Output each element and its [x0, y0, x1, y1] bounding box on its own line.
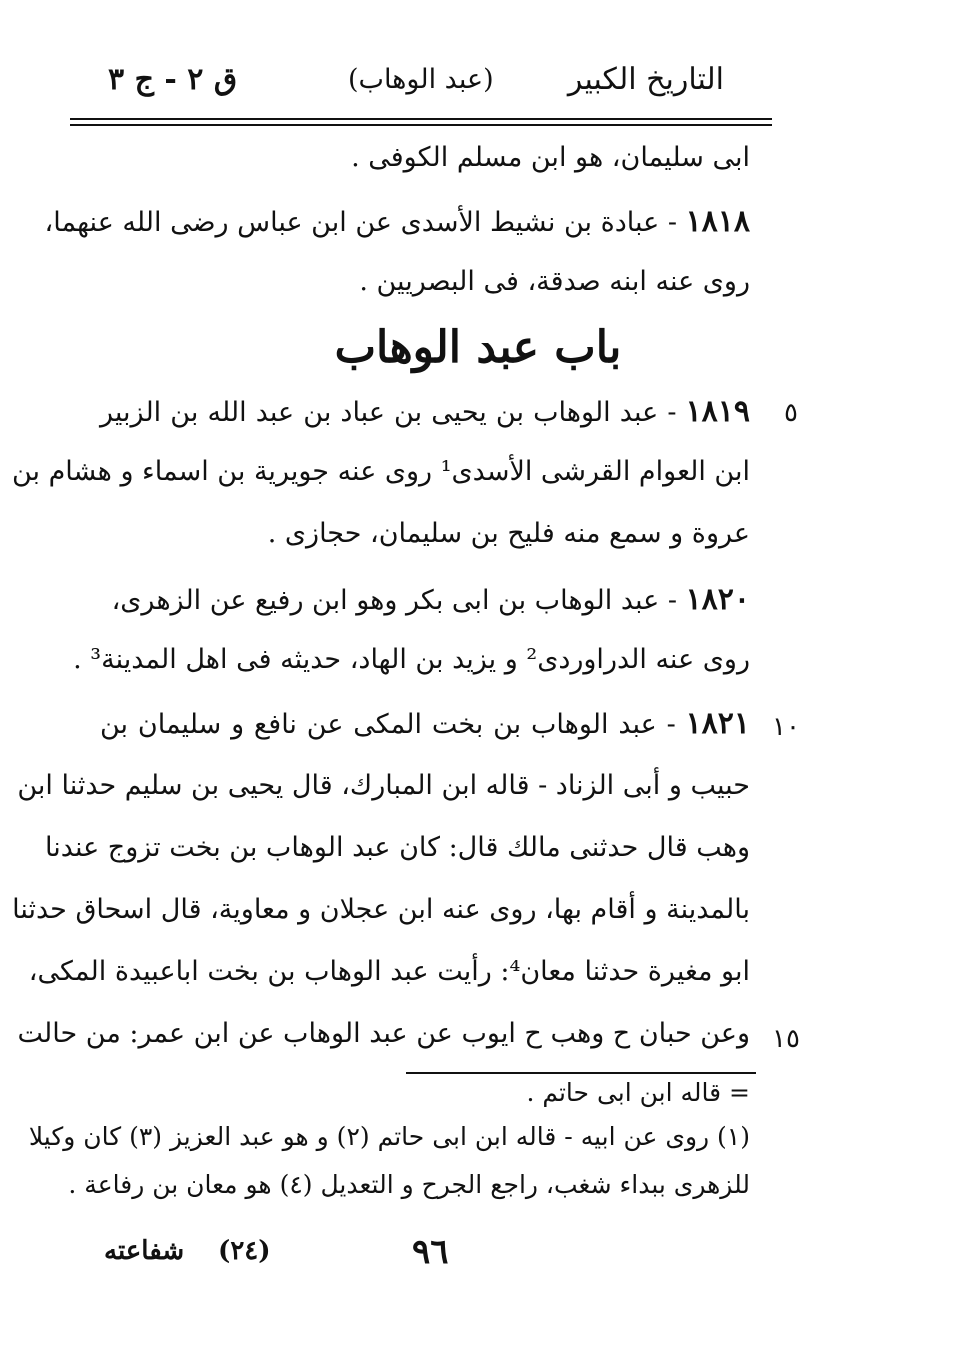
header-rule-top — [70, 118, 772, 120]
text-line: حبيب و أبى الزناد - قاله ابن المبارك، قال يحيى بن سليم حدثنا ابن — [17, 770, 750, 801]
entry-text: - عبادة بن نشيط الأسدى عن ابن عباس رضى الله عنهما، — [44, 207, 686, 238]
entry-text: - عبد الوهاب بن بخت المكى عن نافع و سليمان بن — [100, 709, 686, 740]
footnote-line: (١) روى عن ابيه - قاله ابن ابى حاتم (٢) و هو عبد العزيز (٣) كان وكيلا — [28, 1122, 750, 1151]
text-line: بالمدينة و أقام بها، روى عنه ابن عجلان و معاوية، قال اسحاق حدثنا — [12, 894, 750, 925]
text-line: وهب قال حدثنى مالك قال: كان عبد الوهاب بن بخت تزوج عندنا — [45, 832, 750, 863]
text-line: روى عنه ابنه صدقة، فى البصريين . — [359, 266, 750, 297]
entry-number: ١٨١٨ — [685, 204, 750, 239]
text-line: ابن العوام القرشى الأسدى¹ روى عنه جويرية بن اسماء و هشام بن — [11, 456, 750, 487]
line-number-15: ١٥ — [772, 1024, 800, 1054]
entry-1820 — [100, 582, 750, 617]
line-number-5: ٥ — [784, 398, 798, 428]
volume-reference: ق ٢ - ج ٣ — [108, 62, 238, 97]
header-rule-bottom — [70, 124, 772, 126]
footnote-continuation: = قاله ابن ابى حاتم . — [526, 1078, 750, 1107]
footnote-rule — [406, 1072, 756, 1074]
signature-mark: شفاعته — [104, 1236, 185, 1266]
section-name: (عبد الوهاب) — [348, 64, 494, 95]
entry-text: - عبد الوهاب بن ابى بكر وهو ابن رفيع عن الزهرى، — [111, 585, 686, 616]
text-line: وعن حبان ح وهب ح ايوب عن عبد الوهاب عن ابن عمر: من حالت — [17, 1018, 750, 1049]
text-line: ابى سليمان، هو ابن مسلم الكوفى . — [351, 142, 750, 173]
page-number: ٩٦ — [412, 1232, 449, 1272]
entry-1821 — [100, 706, 750, 741]
sheet-number: (٢٤) — [218, 1236, 271, 1266]
text-line: روى عنه الدراوردى² و يزيد بن الهاد، حديثه فى اهل المدينة³ . — [73, 644, 750, 675]
entry-number: ١٨٢١ — [685, 706, 750, 741]
entry-1819 — [100, 394, 750, 429]
line-number-10: ١٠ — [772, 712, 800, 742]
footnote-line: للزهرى ببداء شغب، راجع الجرح و التعديل (٤) هو معان بن رفاعة . — [68, 1170, 750, 1199]
text-line: ابو مغيرة حدثنا معان⁴: رأيت عبد الوهاب بن بخت اباعبيدة المكى، — [28, 956, 750, 987]
entry-number: ١٨١٩ — [685, 394, 750, 429]
chapter-heading: باب عبد الوهاب — [334, 322, 622, 373]
entry-text: - عبد الوهاب بن يحيى بن عباد بن عبد الله بن الزبير — [100, 397, 686, 428]
entry-1818 — [44, 204, 750, 239]
running-title: التاريخ الكبير — [567, 62, 724, 97]
entry-number: ١٨٢٠ — [685, 582, 750, 617]
text-line: عروة و سمع منه فليح بن سليمان، حجازى . — [267, 518, 750, 549]
